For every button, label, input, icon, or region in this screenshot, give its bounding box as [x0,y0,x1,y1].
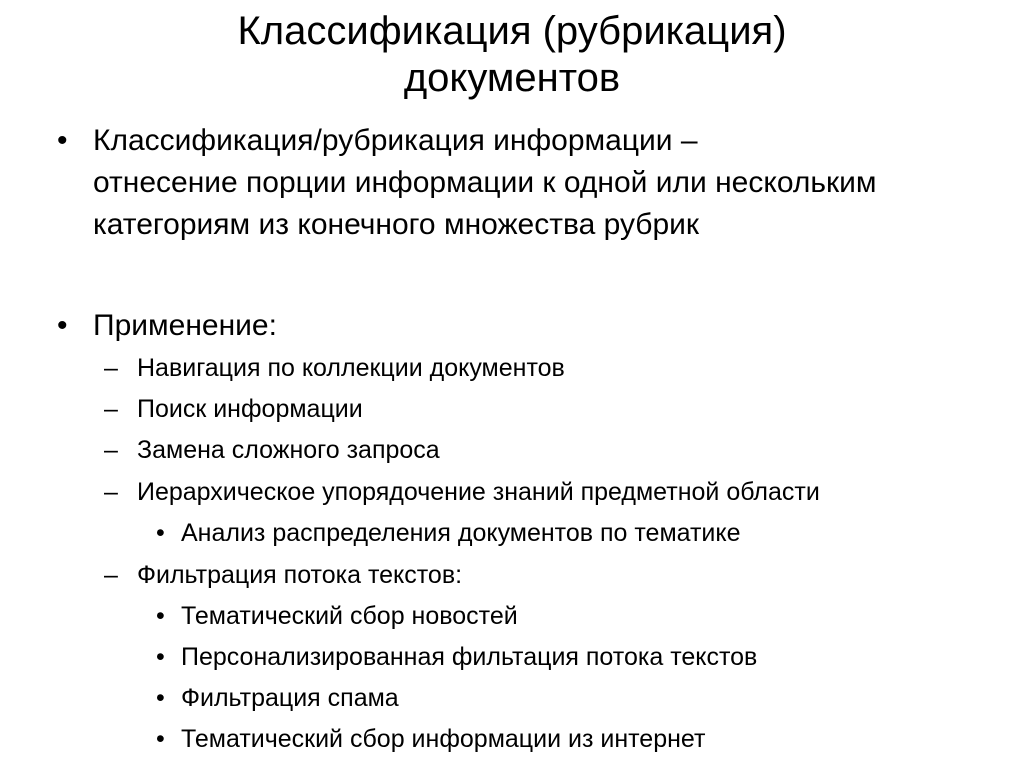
bullet-marker: • [57,309,68,342]
list-item-text: Навигация по коллекции документов [137,354,565,382]
dash-marker: – [104,354,118,382]
list-item-text: Замена сложного запроса [137,436,440,464]
dash-marker: – [104,395,118,423]
list-item-text: Фильтрация потока текстов: [137,561,463,589]
bullet-marker: • [156,643,165,671]
list-item-text: Иерархическое упорядочение знаний предметной области [137,478,820,506]
bullet-marker: • [57,124,68,157]
bullet-definition-line-3: категориям из конечного множества рубрик [93,208,700,241]
dash-marker: – [104,561,118,589]
list-item-text: Тематический сбор информации из интернет [181,725,706,753]
slide-title [0,8,1024,102]
list-item-text: Персонализированная фильтация потока текстов [181,643,758,671]
slide-title-line-2: документов [403,56,621,100]
bullet-marker: • [156,519,165,547]
bullet-application-text: Применение: [93,309,277,342]
slide-title-line-1: Классификация (рубрикация) [237,9,787,53]
dash-marker: – [104,478,118,506]
list-item-text: Анализ распределения документов по тематике [181,519,741,547]
bullet-marker: • [156,684,165,712]
bullet-definition-text [93,120,1013,246]
list-item-text: Фильтрация спама [181,684,399,712]
dash-marker: – [104,436,118,464]
list-item-text: Поиск информации [137,395,363,423]
bullet-marker: • [156,725,165,753]
bullet-marker: • [156,602,165,630]
bullet-definition-line-1: Классификация/рубрикация информации – [93,124,698,157]
bullet-definition-line-2: отнесение порции информации к одной или нескольким [93,166,877,199]
list-item-text: Тематический сбор новостей [181,602,518,630]
